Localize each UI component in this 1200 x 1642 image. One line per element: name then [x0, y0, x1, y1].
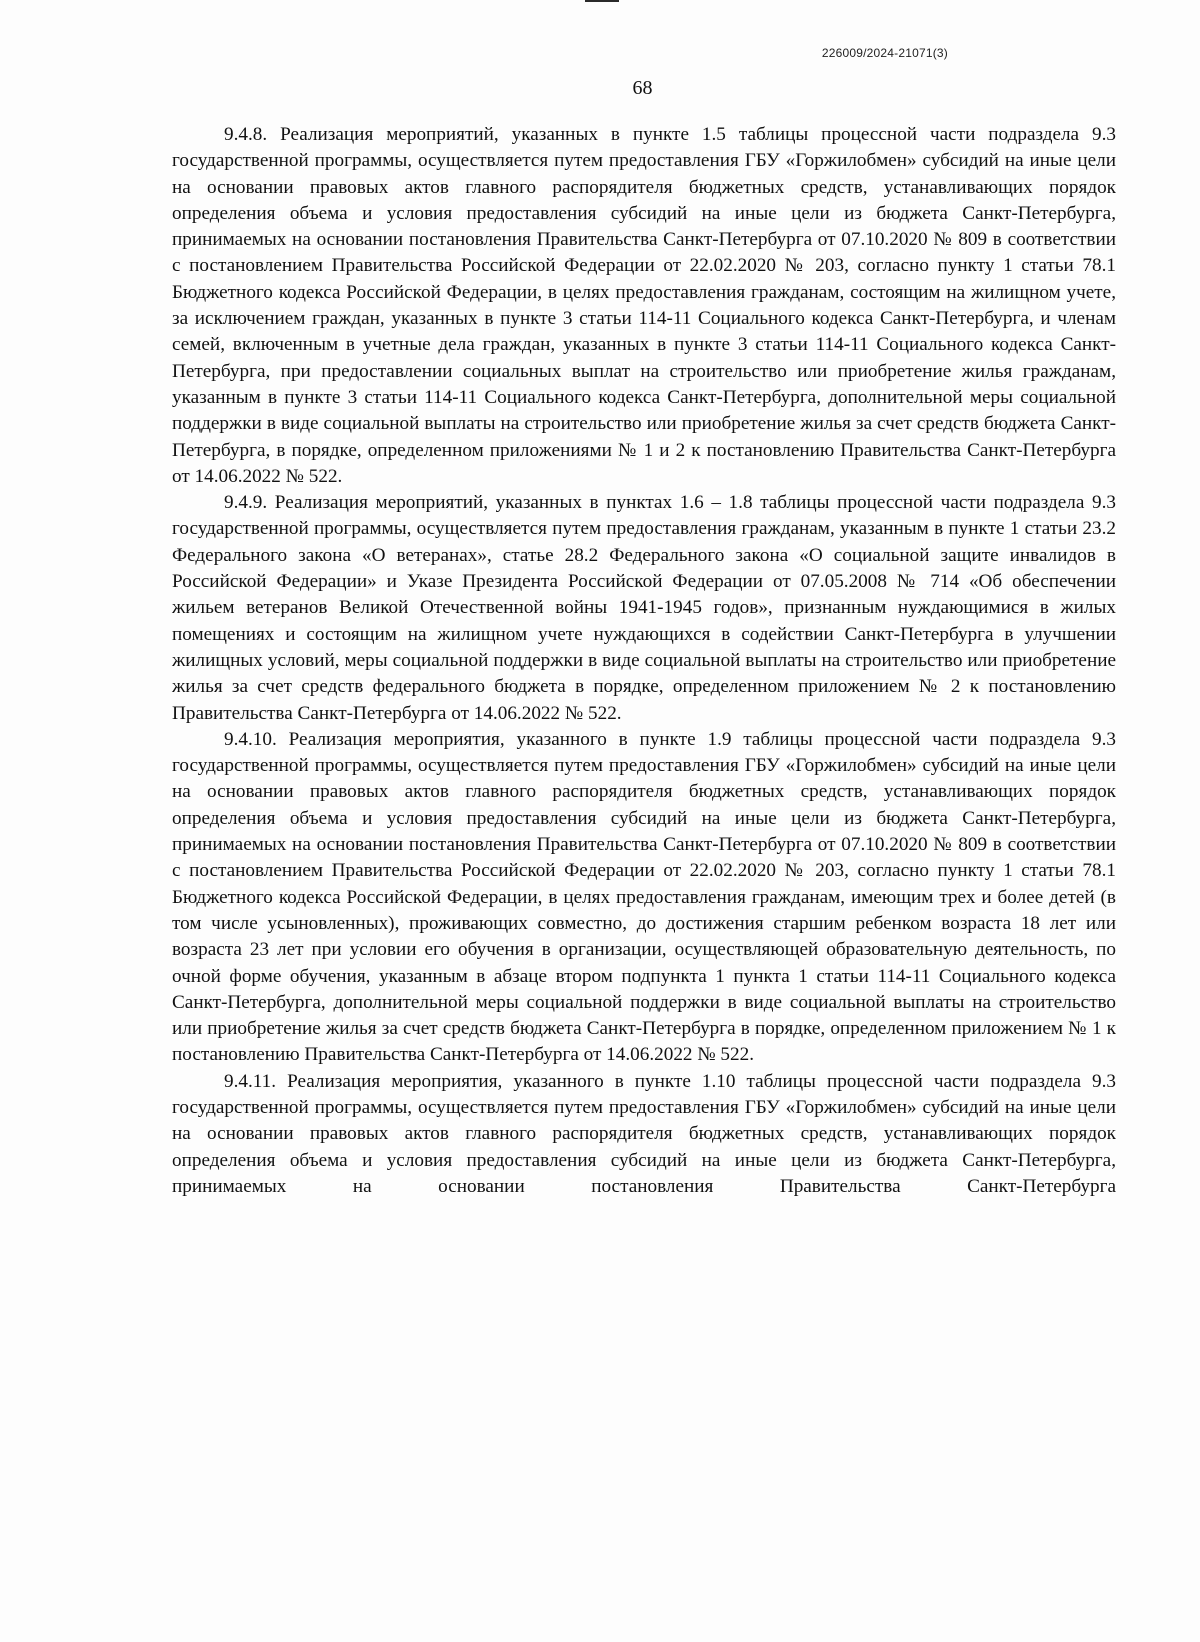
paragraph-9-4-11: 9.4.11. Реализация мероприятия, указанного в пункте 1.10 таблицы процессной части подраздела 9.3 государственной программы, осуществляется путем предоставления ГБУ «Горжилобмен» субсидий на иные цели на основании правовых актов главного распорядителя бюджетных средств, устанавливающих порядок определения объема и условия предоставления субсидий на иные цели из бюджета Санкт-Петербурга, принимаемых на основании постановления Правительства Санкт-Петербурга — [172, 1070, 1116, 1197]
paragraph-9-4-9: 9.4.9. Реализация мероприятий, указанных в пунктах 1.6 – 1.8 таблицы процессной части подраздела 9.3 государственной программы, осуществляется путем предоставления гражданам, указанным в пункте 1 статьи 23.2 Федерального закона «О ветеранах», статье 28.2 Федерального закона «О социальной защите инвалидов в Российской Федерации» и Указе Президента Российской Федерации от 07.05.2008 № 714 «Об обеспечении жильем ветеранов Великой Отечественной войны 1941-1945 годов», признанным нуждающимися в жилых помещениях и состоящим на жилищном учете нуждающихся в содействии Санкт-Петербурга в улучшении жилищных условий, меры социальной поддержки в виде социальной выплаты на строительство или приобретение жилья за счет средств федерального бюджета в порядке, определенном приложением № 2 к постановлению Правительства Санкт-Петербурга от 14.06.2022 № 522. — [172, 492, 1116, 724]
document-body — [172, 122, 1116, 1200]
paragraph-9-4-8: 9.4.8. Реализация мероприятий, указанных в пункте 1.5 таблицы процессной части подраздела 9.3 государственной программы, осуществляется путем предоставления ГБУ «Горжилобмен» субсидий на иные цели на основании правовых актов главного распорядителя бюджетных средств, устанавливающих порядок определения объема и условия предоставления субсидий на иные цели из бюджета Санкт-Петербурга, принимаемых на основании постановления Правительства Санкт-Петербурга от 07.10.2020 № 809 в соответствии с постановлением Правительства Российской Федерации от 22.02.2020 № 203, согласно пункту 1 статьи 78.1 Бюджетного кодекса Российской Федерации, в целях предоставления гражданам, состоящим на жилищном учете, за исключением граждан, указанных в пункте 3 статьи 114-11 Социального кодекса Санкт-Петербурга, и членам семей, включенным в учетные дела граждан, указанных в пункте 3 статьи 114-11 Социального кодекса Санкт-Петербурга, при предоставлении социальных выплат на строительство или приобретение жилья гражданам, указанным в пункте 3 статьи 114-11 Социального кодекса Санкт-Петербурга, дополнительной меры социальной поддержки в виде социальной выплаты на строительство или приобретение жилья за счет средств бюджета Санкт-Петербурга, в порядке, определенном приложениями № 1 и 2 к постановлению Правительства Санкт-Петербурга от 14.06.2022 № 522. — [172, 124, 1116, 487]
paragraph-9-4-10: 9.4.10. Реализация мероприятия, указанного в пункте 1.9 таблицы процессной части подраздела 9.3 государственной программы, осуществляется путем предоставления ГБУ «Горжилобмен» субсидий на иные цели на основании правовых актов главного распорядителя бюджетных средств, устанавливающих порядок определения объема и условия предоставления субсидий на иные цели из бюджета Санкт-Петербурга, принимаемых на основании постановления Правительства Санкт-Петербурга от 07.10.2020 № 809 в соответствии с постановлением Правительства Российской Федерации от 22.02.2020 № 203, согласно пункту 1 статьи 78.1 Бюджетного кодекса Российской Федерации, в целях предоставления гражданам, имеющим трех и более детей (в том числе усыновленных), проживающих совместно, до достижения старшим ребенком возраста 18 лет или возраста 23 лет при условии его обучения в организации, осуществляющей образовательную деятельность, по очной форме обучения, указанным в абзаце втором подпункта 1 пункта 1 статьи 114-11 Социального кодекса Санкт-Петербурга, дополнительной меры социальной поддержки в виде социальной выплаты на строительство или приобретение жилья за счет средств бюджета Санкт-Петербурга в порядке, определенном приложением № 1 к постановлению Правительства Санкт-Петербурга от 14.06.2022 № 522. — [172, 728, 1116, 1066]
scan-edge-mark — [585, 0, 619, 2]
page-number: 68 — [632, 77, 653, 99]
registration-number: 226009/2024-21071(3) — [821, 46, 948, 60]
